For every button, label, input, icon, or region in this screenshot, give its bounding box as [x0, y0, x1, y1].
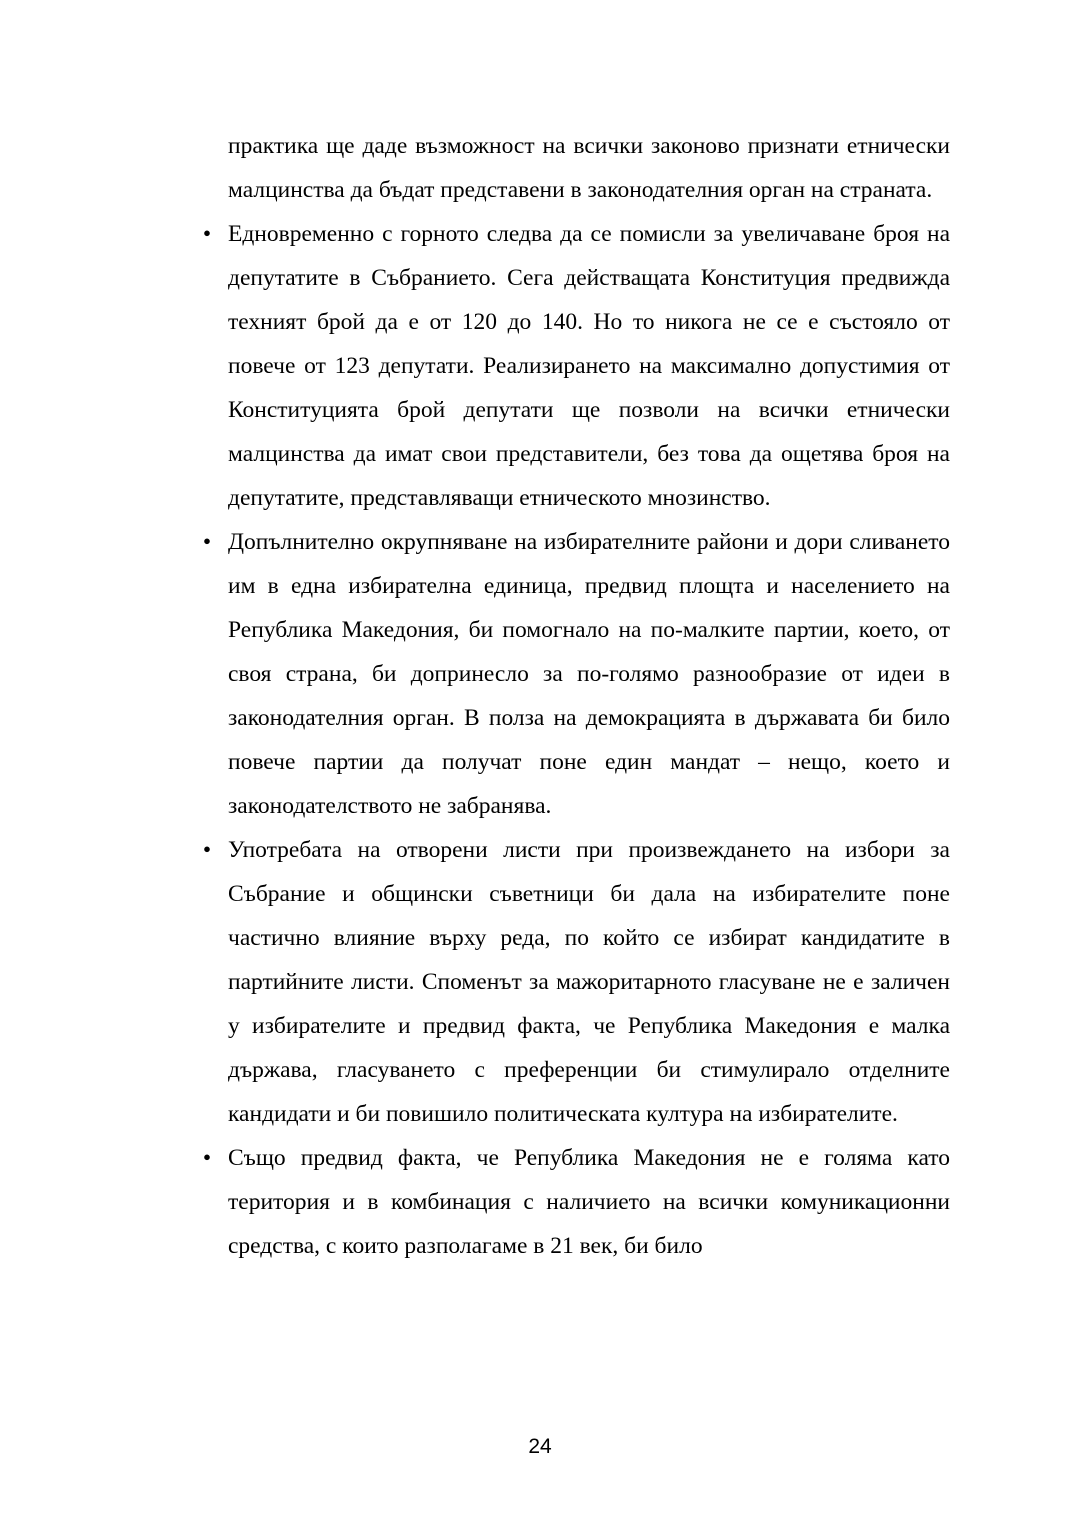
bullet-text: Употребата на отворени листи при произвеждането на избори за Събрание и общински съветници би дала на избирателите поне частично влияние върху реда, по който се избират кандидатите в партийните листи. Споменът за мажоритарното гласуване не е заличен у избирателите и предвид факта, че Република Македония е малка държава, гласуването с преференции би стимулирало отделните кандидати и би повишило политическата култура на избирателите.: [228, 837, 950, 1127]
bullet-icon: •: [202, 529, 212, 555]
bullet-item-2: [202, 520, 950, 828]
bullet-item-4: [202, 1136, 950, 1268]
body-text: [202, 124, 950, 1268]
bullet-text: Едновременно с горното следва да се помисли за увеличаване броя на депутатите в Събранието. Сега действащата Конституция предвижда техният брой да е от 120 до 140. Но то никога не се е състояло от повече от 123 депутати. Реализирането на максимално допустимия от Конституцията брой депутати ще позволи на всички етнически малцинства да имат свои представители, без това да ощетява броя на депутатите, представляващи етническото мнозинство.: [228, 221, 950, 511]
bullet-text: Допълнително окрупняване на избирателните райони и дори сливането им в една избирателна единица, предвид площта и населението на Република Македония, би помогнало на по-малките партии, което, от своя страна, би допринесло за по-голямо разнообразие от идеи в законодателния орган. В полза на демокрацията в държавата би било повече партии да получат поне един мандат – нещо, което и законодателството не забранява.: [228, 529, 950, 819]
bullet-item-3: [202, 828, 950, 1136]
bullet-text: Също предвид факта, че Република Македония не е голяма като територия и в комбинация с наличието на всички комуникационни средства, с които разполагаме в 21 век, би било: [228, 1145, 950, 1259]
continuation-paragraph: практика ще даде възможност на всички законово признати етнически малцинства да бъдат представени в законодателния орган на страната.: [228, 133, 950, 203]
bullet-icon: •: [202, 221, 212, 247]
bullet-icon: •: [202, 1145, 212, 1171]
page-number: 24: [528, 1435, 552, 1458]
bullet-icon: •: [202, 837, 212, 863]
bullet-item-1: [202, 212, 950, 520]
